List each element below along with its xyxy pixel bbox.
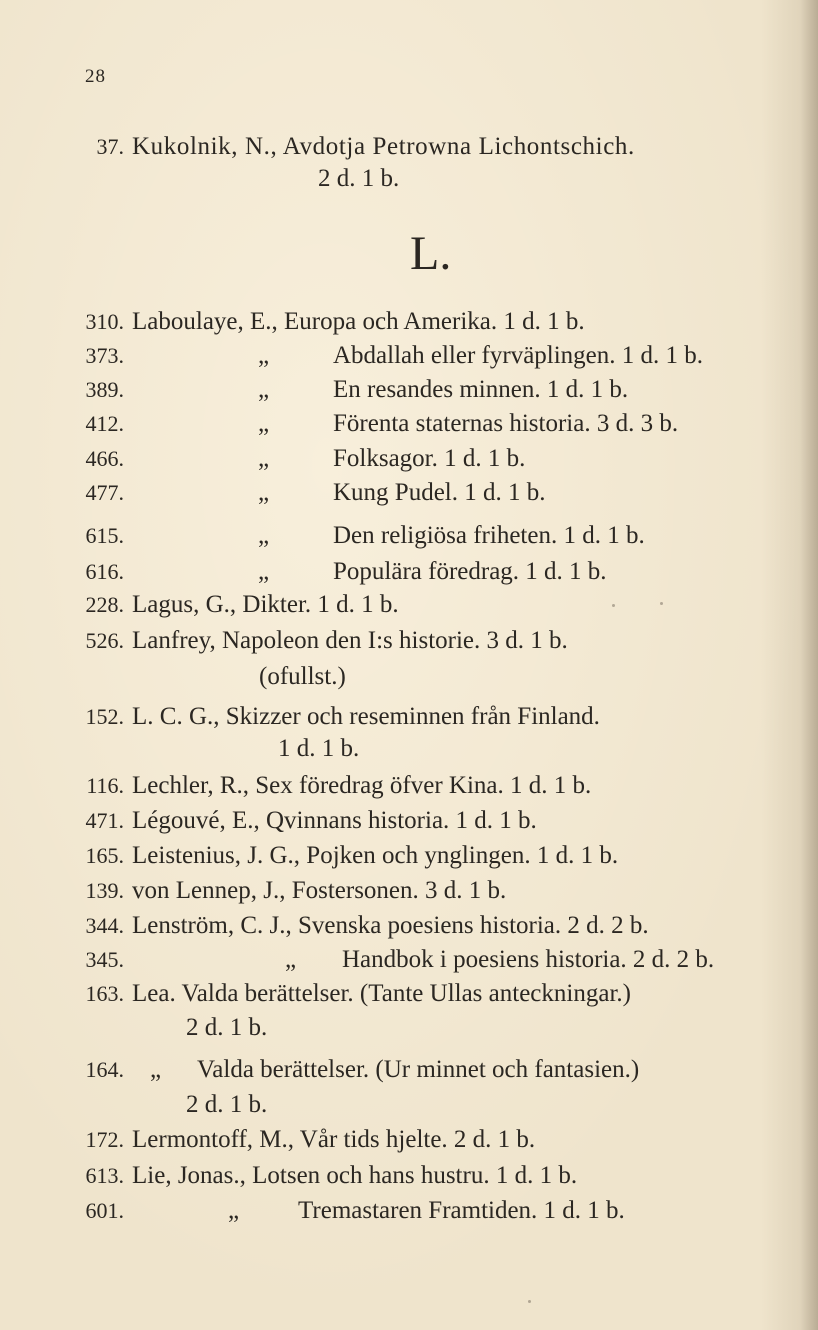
entry-number: 344.: [85, 913, 124, 938]
entry-number: 477.: [85, 480, 124, 505]
entry-number: 466.: [85, 446, 124, 471]
entry-number: 373.: [85, 343, 124, 368]
entry-number: 345.: [85, 947, 124, 972]
entry-text: von Lennep, J., Fostersonen. 3 d. 1 b.: [132, 877, 507, 904]
entry-text: Handbok i poesiens historia. 2 d. 2 b.: [342, 946, 715, 973]
entry-number: 164.: [85, 1057, 124, 1082]
ditto-mark: „: [258, 342, 270, 369]
ditto-mark: „: [258, 445, 270, 472]
entry-text: Abdallah eller fyrväplingen. 1 d. 1 b.: [333, 342, 704, 369]
entry-text: 2 d. 1 b.: [186, 1091, 268, 1118]
entry-text: Lea. Valda berättelser. (Tante Ullas anteckningar.): [132, 980, 631, 1007]
page-edge-shadow: [800, 0, 818, 1330]
entry-text: L. C. G., Skizzer och reseminnen från Finland.: [132, 703, 600, 730]
entry-number: 526.: [85, 628, 124, 653]
section-heading: L.: [410, 227, 452, 280]
entry-text: Leistenius, J. G., Pojken och ynglingen. 1 d. 1 b.: [132, 842, 619, 869]
ditto-mark: „: [150, 1056, 162, 1083]
page-number: 28: [85, 66, 106, 87]
entry-number: 601.: [85, 1198, 124, 1223]
entry-number: 116.: [86, 773, 124, 798]
entry-number: 389.: [85, 377, 124, 402]
entry-number: 471.: [85, 808, 124, 833]
entry-text: Lenström, C. J., Svenska poesiens historia. 2 d. 2 b.: [132, 912, 649, 939]
entry-number: 152.: [85, 704, 124, 729]
paper-speck: [528, 1300, 531, 1303]
entry-text: Lechler, R., Sex föredrag öfver Kina. 1 d. 1 b.: [132, 772, 592, 799]
entry-text: En resandes minnen. 1 d. 1 b.: [333, 376, 629, 403]
ditto-mark: „: [285, 946, 297, 973]
entry-number: 412.: [85, 411, 124, 436]
entry-number: 139.: [85, 878, 124, 903]
entry-text: Valda berättelser. (Ur minnet och fantasien.): [197, 1056, 640, 1083]
entry-number: 613.: [85, 1163, 124, 1188]
entry-number: 616.: [85, 559, 124, 584]
ditto-mark: „: [228, 1197, 240, 1224]
entry-text: Légouvé, E., Qvinnans historia. 1 d. 1 b.: [132, 807, 537, 834]
entry-text: Lagus, G., Dikter. 1 d. 1 b.: [132, 591, 399, 618]
entry-number: 310.: [85, 309, 124, 334]
paper-speck: [612, 604, 615, 607]
ditto-mark: „: [258, 410, 270, 437]
entry-text: 2 d. 1 b.: [318, 165, 400, 192]
entry-number: 228.: [85, 592, 124, 617]
entry-text: Kukolnik, N., Avdotja Petrowna Lichontschich.: [132, 133, 635, 160]
paper-speck: [660, 602, 663, 605]
entry-text: 2 d. 1 b.: [186, 1014, 268, 1041]
entry-number: 615.: [85, 523, 124, 548]
entry-text: Populära föredrag. 1 d. 1 b.: [333, 558, 607, 585]
entry-text: (ofullst.): [259, 663, 346, 690]
entry-text: Lie, Jonas., Lotsen och hans hustru. 1 d. 1 b.: [132, 1162, 578, 1189]
entry-text: Förenta staternas historia. 3 d. 3 b.: [333, 410, 679, 437]
ditto-mark: „: [258, 479, 270, 506]
entry-text: Lermontoff, M., Vår tids hjelte. 2 d. 1 b.: [132, 1126, 536, 1153]
ditto-mark: „: [258, 558, 270, 585]
entry-number: 165.: [85, 843, 124, 868]
entry-text: Lanfrey, Napoleon den I:s historie. 3 d. 1 b.: [132, 627, 568, 654]
entry-text: Tremastaren Framtiden. 1 d. 1 b.: [298, 1197, 625, 1224]
entry-number: 163.: [85, 981, 124, 1006]
entry-number: 172.: [85, 1127, 124, 1152]
entry-text: Laboulaye, E., Europa och Amerika. 1 d. 1 b.: [132, 308, 585, 335]
entry-text: Kung Pudel. 1 d. 1 b.: [333, 479, 546, 506]
entry-text: Den religiösa friheten. 1 d. 1 b.: [333, 522, 645, 549]
entry-text: Folksagor. 1 d. 1 b.: [333, 445, 526, 472]
ditto-mark: „: [258, 522, 270, 549]
entry-text: 1 d. 1 b.: [278, 735, 360, 762]
ditto-mark: „: [258, 376, 270, 403]
entry-number: 37.: [96, 134, 124, 159]
